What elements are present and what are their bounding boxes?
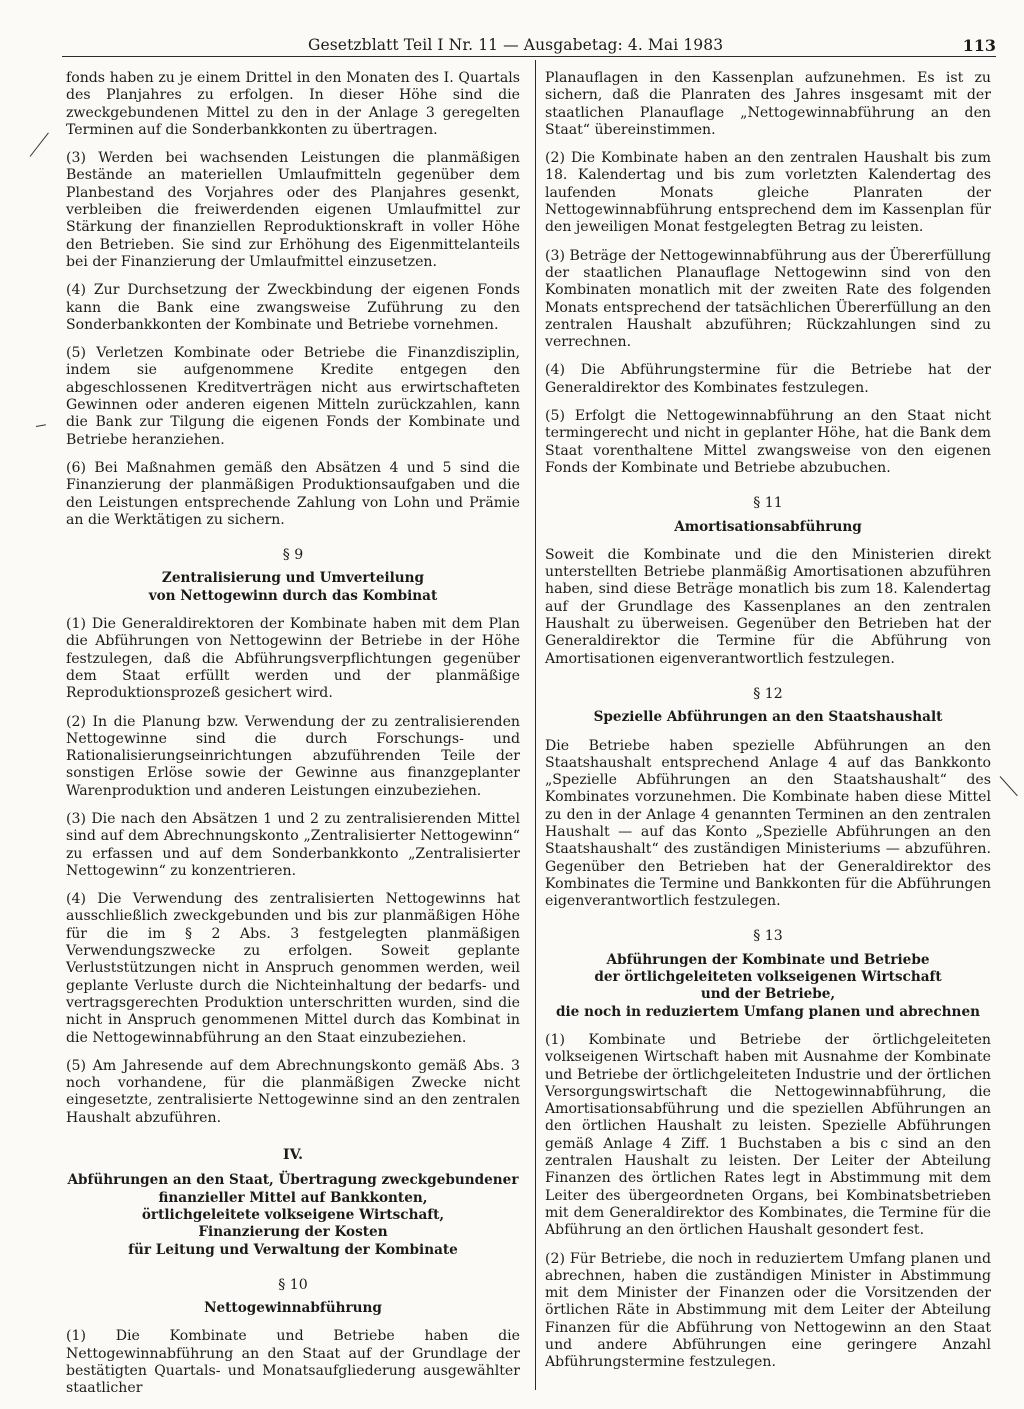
part-number: IV.: [283, 1147, 303, 1164]
part-title-line: Abführungen an den Staat, Übertragung zweckgebundener: [67, 1172, 519, 1189]
right-column: [545, 70, 991, 1383]
paragraph: (6) Bei Maßnahmen gemäß den Absätzen 4 und 5 sind die Finanzierung der planmäßigen Produktionsaufgaben und die den Leistungen entsprechende Zahlung von Lohn und Prämie an die Werktätigen zu sichern.: [66, 459, 520, 528]
left-column: [66, 70, 520, 1409]
section-number: § 10: [278, 1276, 308, 1293]
section-title-line: Zentralisierung und Umverteilung: [161, 570, 425, 587]
section-number: § 9: [282, 547, 304, 564]
part-title-line: Finanzierung der Kosten: [198, 1224, 388, 1241]
column-divider: [535, 60, 536, 1390]
section-title-line: die noch in reduziertem Umfang planen und abrechnen: [556, 1003, 980, 1020]
margin-pencil-mark: [36, 424, 46, 427]
section-title: Spezielle Abführungen an den Staatshaushalt: [593, 709, 943, 726]
paragraph: (2) In die Planung bzw. Verwendung der zu zentralisierenden Nettogewinne sind die durch Forschungs- und Rationalisierungseinrichtungen abzuführenden Teile der sonstigen Erlöse sowie der Gewinne aus finanzgeplanter Warenproduktion und anderen Leistungen einzubeziehen.: [66, 713, 520, 799]
header-title: Gesetzblatt Teil I Nr. 11 — Ausgabetag: 4. Mai 1983: [308, 36, 724, 54]
page-header: [62, 36, 996, 60]
paragraph: (2) Für Betriebe, die noch in reduziertem Umfang planen und abrechnen, haben die zuständigen Minister in Abstimmung mit dem Minister der Finanzen oder die Vorsitzenden der örtlichen Räte in Abstimmung mit dem Leiter der Abteilung Finanzen für die Abführung von Nettogewinn an den Staat und andere Abführungen eine geringere Anzahl Abführungstermine festzulegen.: [545, 1250, 991, 1371]
paragraph: (1) Die Generaldirektoren der Kombinate haben mit dem Plan die Abführungen von Nettogewinn der Betriebe in der Höhe festzulegen, daß die Abführungsverpflichtungen gegenüber dem Staat erfüllt werden und der planmäßige Reproduktionsprozeß gesichert wird.: [66, 616, 520, 702]
section-title-line: und der Betriebe,: [700, 986, 836, 1003]
paragraph: (5) Am Jahresende auf dem Abrechnungskonto gemäß Abs. 3 noch vorhandene, für die planmäßigen Zwecke nicht eingesetzte, zentralisierte Nettogewinne sind an den zentralen Haushalt abzuführen.: [66, 1057, 520, 1126]
paragraph: (5) Verletzen Kombinate oder Betriebe die Finanzdisziplin, indem sie aufgenommene Kredite entgegen den abgeschlossenen Kreditverträgen nicht aus erwirtschafteten Gewinnen oder anderen eigenen Mitteln zurückzahlen, kann die Bank zur Tilgung die eigenen Fonds der Kombinate und Betriebe heranziehen.: [66, 345, 520, 448]
section-title-line: der örtlichgeleiteten volkseigenen Wirtschaft: [594, 969, 942, 986]
part-title: [66, 1172, 520, 1258]
paragraph: Die Betriebe haben spezielle Abführungen an den Staatshaushalt entsprechend Anlage 4 auf das Bankkonto „Spezielle Abführungen an den Staatshaushalt“ des Kombinates vorzunehmen. Die Kombinate haben diese Mittel zu den in der Anlage 4 genannten Terminen an den zentralen Haushalt — auf das Konto „Spezielle Abführungen an den Staatshaushalt“ des zuständigen Ministeriums — abzuführen. Gegenüber den Betrieben hat der Generaldirektor des Kombinates die Termine und Bankkonten für die Abführungen eigenverantwortlich festzulegen.: [545, 737, 991, 910]
paragraph: (3) Die nach den Absätzen 1 und 2 zu zentralisierenden Mittel sind auf dem Abrechnungskonto „Zentralisierter Nettogewinn“ zu erfassen und auf dem Sonderbankkonto „Zentralisierter Nettogewinn“ zu konzentrieren.: [66, 810, 520, 879]
section-title: Amortisationsabführung: [674, 518, 862, 535]
header-rule: [62, 56, 996, 57]
section-title-line: Abführungen der Kombinate und Betriebe: [606, 951, 930, 968]
paragraph: (3) Werden bei wachsenden Leistungen die planmäßigen Bestände an materiellen Umlaufmitteln gegenüber dem Planbestand des Vorjahres oder des Planjahres gesenkt, verbleiben die freiwerdenden eigenen Umlaufmittel zur Stärkung der finanziellen Reproduktionskraft in voller Höhe den Betrieben. Sie sind zur Erhöhung des Eigenmittelanteils bei der Finanzierung der Umlaufmittel einzusetzen.: [66, 150, 520, 270]
paragraph: fonds haben zu je einem Drittel in den Monaten des I. Quartals des Planjahres zu erfolgen. In dieser Höhe sind die zweckgebundenen Mittel zu den in der Anlage 3 geregelten Terminen auf die Sonderbankkonten zu übertragen.: [66, 70, 520, 138]
paragraph: (4) Zur Durchsetzung der Zweckbindung der eigenen Fonds kann die Bank eine zwangsweise Zuführung zu den Sonderbankkonten der Kombinate und Betriebe vornehmen.: [66, 282, 520, 333]
paragraph: (1) Kombinate und Betriebe der örtlichgeleiteten volkseigenen Wirtschaft haben mit Ausnahme der Kombinate und Betriebe der örtlichgeleiteten Industrie und der örtlichen Versorgungswirtschaft die Nettogewinnabführung, die Amortisationsabführung und die speziellen Abführungen an den örtlichen Haushalt zu leisten. Spezielle Abführungen gemäß Anlage 4 Ziff. 1 Buchstaben a bis c sind an den zentralen Haushalt zu leisten. Der Leiter der Abteilung Finanzen des örtlichen Rates legt in Abstimmung mit dem Leiter des übergeordneten Organs, bei Kombinatsbetrieben mit dem Generaldirektor des Kombinates, die Termine für die Abführung an den örtlichen Haushalt gesondert fest.: [545, 1031, 991, 1239]
margin-pencil-mark: [30, 133, 49, 157]
section-number: § 13: [753, 928, 783, 945]
paragraph: (5) Erfolgt die Nettogewinnabführung an den Staat nicht termingerecht und nicht in geplanter Höhe, hat die Bank dem Staat vorenthaltene Mittel zwangsweise von den eigenen Fonds der Kombinate und Betriebe abzubuchen.: [545, 408, 991, 476]
paragraph: Planauflagen in den Kassenplan aufzunehmen. Es ist zu sichern, daß die Planraten des Jahres insgesamt mit der staatlichen Planauflage „Nettogewinnabführung an den Staat“ übereinstimmen.: [545, 70, 991, 138]
section-title-line: von Nettogewinn durch das Kombinat: [148, 587, 438, 604]
paragraph: (4) Die Abführungstermine für die Betriebe hat der Generaldirektor des Kombinates festzulegen.: [545, 362, 991, 396]
part-title-line: für Leitung und Verwaltung der Kombinate: [128, 1241, 458, 1258]
part-title-line: finanzieller Mittel auf Bankkonten,: [158, 1189, 428, 1206]
page-number: 113: [962, 36, 996, 55]
margin-pencil-mark: [1000, 776, 1018, 796]
section-title: [66, 570, 520, 605]
paragraph: (3) Beträge der Nettogewinnabführung aus der Übererfüllung der staatlichen Planauflage Nettogewinn sind von den Kombinaten monatlich mit der zweiten Rate des folgenden Monats entsprechend der tatsächlichen Übererfüllung an den zentralen Haushalt abzuführen; Rückzahlungen sind zu verrechnen.: [545, 247, 991, 351]
paragraph: (1) Die Kombinate und Betriebe haben die Nettogewinnabführung an den Staat auf der Grundlage der bestätigten Quartals- und Monatsaufgliederung ausgewählter staatlicher: [66, 1328, 520, 1397]
part-title-line: örtlichgeleitete volkseigene Wirtschaft,: [141, 1206, 445, 1223]
paragraph: (2) Die Kombinate haben an den zentralen Haushalt bis zum 18. Kalendertag und bis zum vorletzten Kalendertag des laufenden Monats gleiche Planraten der Nettogewinnabführung entsprechend dem im Kassenplan für den jeweiligen Monat festgelegten Betrag zu leisten.: [545, 150, 991, 236]
paragraph: Soweit die Kombinate und die den Ministerien direkt unterstellten Betriebe planmäßig Amortisationen abzuführen haben, sind diese Beträge monatlich bis zum 18. Kalendertag auf der Grundlage des Kassenplanes an den zentralen Haushalt zu überweisen. Gegenüber den Betrieben hat der Generaldirektor die Termine für die Abführung von Amortisationen eigenverantwortlich festzulegen.: [545, 546, 991, 667]
section-number: § 12: [753, 685, 783, 702]
section-title: Nettogewinnabführung: [204, 1300, 382, 1317]
section-number: § 11: [753, 495, 783, 512]
paragraph: (4) Die Verwendung des zentralisierten Nettogewinns hat ausschließlich zweckgebunden und bis zur planmäßigen Höhe für die im § 2 Abs. 3 festgelegten planmäßigen Verwendungszwecke zu erfolgen. Soweit geplante Verluststützungen nicht in Anspruch genommen werden, weil geplante Verluste durch die Nichteinhaltung der bedarfs- und vertragsgerechten Produktion unterschritten wurden, sind die nicht in Anspruch genommenen Mittel durch das Kombinat in die Nettogewinnabführung an den Staat einzubeziehen.: [66, 891, 520, 1046]
section-title: [545, 952, 991, 1021]
